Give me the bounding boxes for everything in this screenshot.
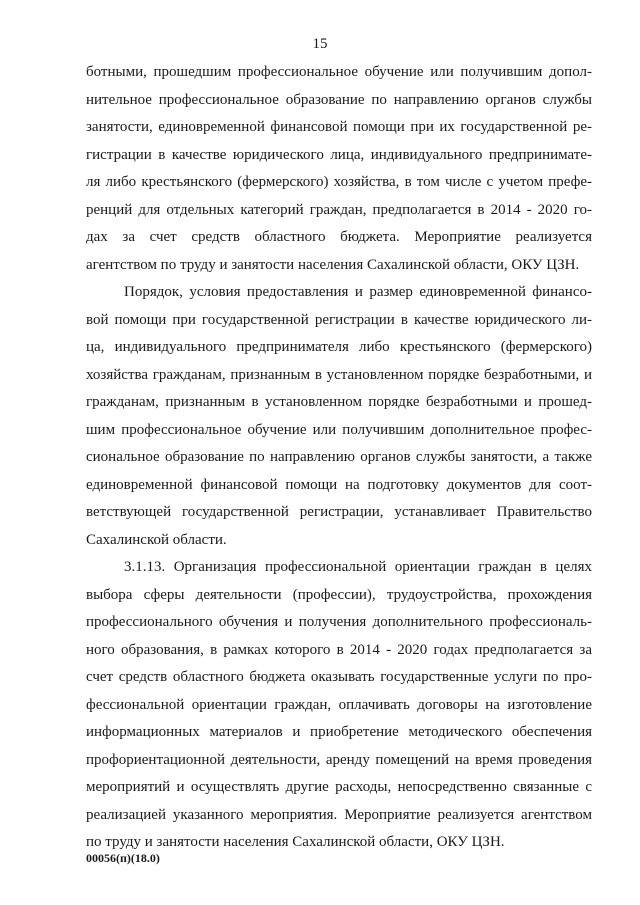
page-number: 15 (312, 36, 328, 52)
text-line: счет средств областного бюджета оказывать государственные услуги по про- (86, 669, 592, 685)
text-line: ренций для отдельных категорий граждан, предполагается в 2014 - 2020 го- (86, 202, 592, 218)
text-line: ботными, прошедшим профессиональное обучение или получившим допол- (86, 64, 592, 80)
text-line: шим профессиональное обучение или получившим дополнительное профес- (86, 422, 592, 438)
document-code: 00056(п)(18.0) (86, 851, 160, 865)
text-line: дах за счет средств областного бюджета. Мероприятие реализуется (86, 229, 592, 245)
text-line: гражданам, признанным в установленном порядке безработными и прошед- (86, 394, 592, 410)
text-line: занятости, единовременной финансовой помощи при их государственной ре- (86, 119, 592, 135)
text-line: мероприятий и осуществлять другие расходы, непосредственно связанные с (86, 779, 592, 795)
text-line: Порядок, условия предоставления и размер единовременной финансо- (124, 284, 592, 300)
text-line: ца, индивидуального предпринимателя либо крестьянского (фермерского) (86, 339, 592, 355)
text-line: профессионального обучения и получения дополнительного профессиональ- (86, 614, 592, 630)
text-line: реализацией указанного мероприятия. Мероприятие реализуется агентством (86, 807, 592, 823)
text-line: информационных материалов и приобретение методического обеспечения (86, 724, 592, 740)
text-line: сиональное образование по направлению органов службы занятости, а также (86, 449, 592, 465)
text-line: единовременной финансовой помощи на подготовку документов для соот- (86, 477, 592, 493)
text-line: агентством по труду и занятости населения Сахалинской области, ОКУ ЦЗН. (86, 257, 580, 273)
text-line: Сахалинской области. (86, 532, 227, 548)
text-line: профориентационной деятельности, аренду помещений на время проведения (86, 752, 592, 768)
text-line: ного образования, в рамках которого в 2014 - 2020 годах предполагается за (86, 642, 592, 658)
text-line: фессиональной ориентации граждан, оплачивать договоры на изготовление (86, 697, 592, 713)
text-line: по труду и занятости населения Сахалинской области, ОКУ ЦЗН. (86, 834, 505, 850)
text-line: гистрации в качестве юридического лица, индивидуального предпринимате- (86, 147, 592, 163)
text-line: хозяйства гражданам, признанным в установленном порядке безработными, и (86, 367, 592, 383)
text-line: вой помощи при государственной регистрации в качестве юридического ли- (86, 312, 592, 328)
text-line: выбора сферы деятельности (профессии), трудоустройства, прохождения (86, 587, 592, 603)
text-line: 3.1.13. Организация профессиональной ориентации граждан в целях (124, 559, 592, 575)
text-line: ля либо крестьянского (фермерского) хозяйства, в том числе с учетом префе- (86, 174, 592, 190)
text-line: ветствующей государственной регистрации, устанавливает Правительство (86, 504, 592, 520)
text-line: нительное профессиональное образование по направлению органов службы (86, 92, 592, 108)
